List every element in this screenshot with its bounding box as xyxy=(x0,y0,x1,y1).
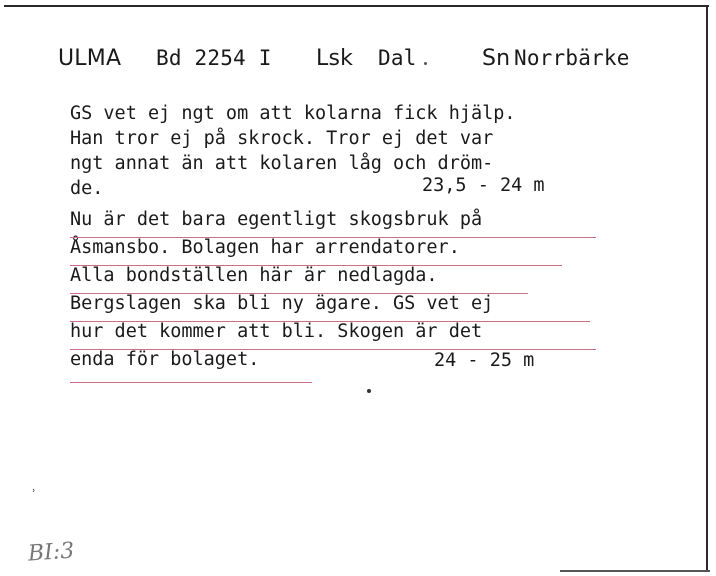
header-dot xyxy=(424,62,427,65)
card-border-bottom xyxy=(560,570,710,572)
socken-value: Norrbärke xyxy=(514,46,630,70)
transcript-line: GS vet ej ngt om att kolarna fick hjälp. xyxy=(70,103,516,124)
highlight-underline xyxy=(70,237,596,238)
transcript-line: de. xyxy=(70,178,104,199)
archive-code: ULMA xyxy=(58,46,122,71)
landskap-label: Lsk xyxy=(316,46,354,71)
card-header xyxy=(58,46,698,86)
transcript-line: hur det kommer att bli. Skogen är det xyxy=(70,321,483,342)
highlight-underline xyxy=(70,349,596,350)
volume-number: Bd 2254 I xyxy=(156,46,272,70)
transcript-line: Åsmansbo. Bolagen har arrendatorer. xyxy=(70,237,460,258)
transcript-line: enda för bolaget. xyxy=(70,349,260,370)
highlight-underline xyxy=(70,265,562,266)
stray-dot xyxy=(367,389,371,393)
socken-label: Sn xyxy=(482,46,511,71)
transcript-line: Han tror ej på skrock. Tror ej det var xyxy=(70,128,494,149)
transcript-line: Nu är det bara egentligt skogsbruk på xyxy=(70,209,483,230)
transcript-line: Bergslagen ska bli ny ägare. GS vet ej xyxy=(70,293,494,314)
card-border-top xyxy=(4,5,709,7)
corner-mark: BI:3 xyxy=(27,538,76,567)
transcript-body xyxy=(70,100,690,400)
card-border-right xyxy=(706,6,708,571)
landskap-value: Dal xyxy=(378,46,417,70)
timestamp-2: 24 - 25 m xyxy=(434,350,535,371)
highlight-underline xyxy=(70,321,590,322)
highlight-underline xyxy=(70,293,528,294)
transcript-line: Alla bondställen här är nedlagda. xyxy=(70,265,438,286)
transcript-line: ngt annat än att kolaren låg och dröm- xyxy=(70,153,494,174)
highlight-underline xyxy=(70,382,312,383)
stray-mark: ˒ xyxy=(30,484,38,498)
timestamp-1: 23,5 - 24 m xyxy=(422,175,545,196)
